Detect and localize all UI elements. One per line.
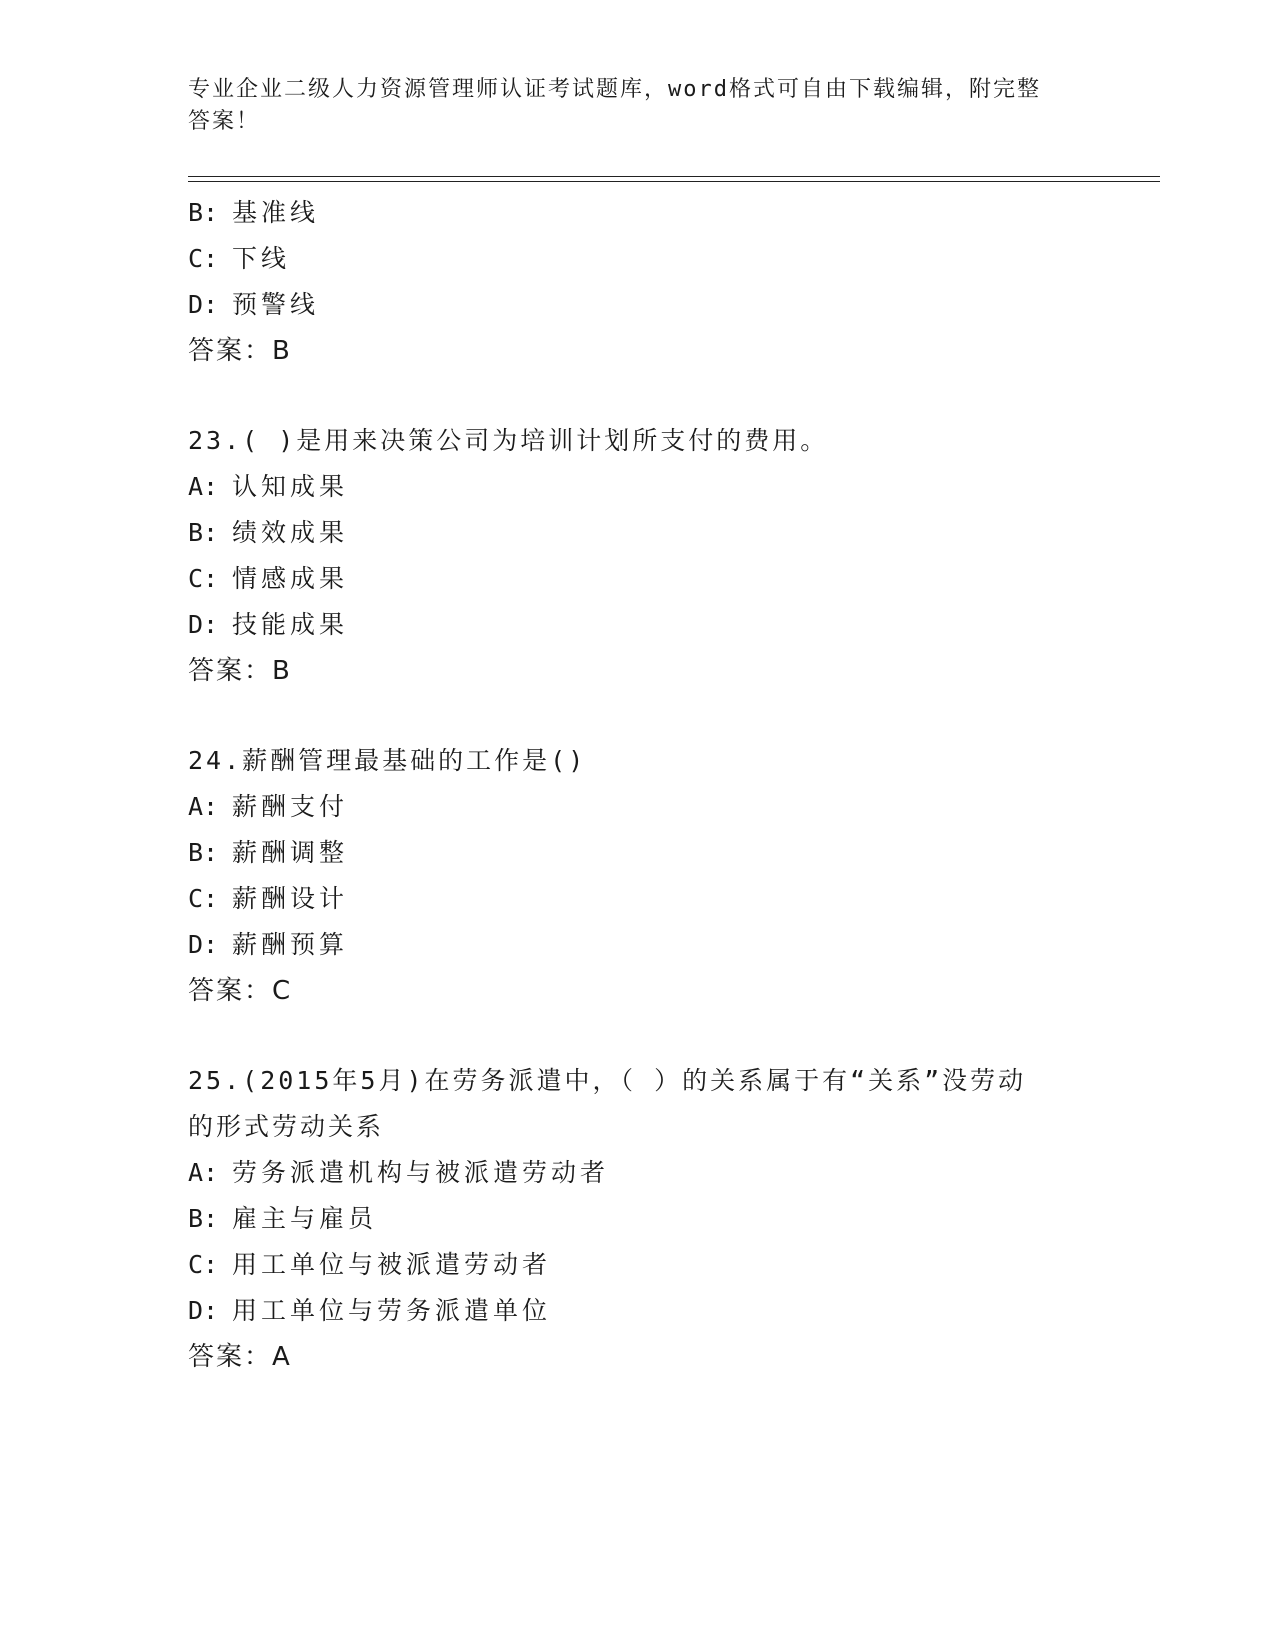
option-d	[188, 1288, 1088, 1334]
option-a	[188, 464, 1088, 510]
option-key: B:	[188, 838, 219, 867]
option-d	[188, 282, 1088, 328]
question-stem: 25.(2015年5月)在劳务派遣中，（ ）的关系属于有“关系”没劳动	[188, 1066, 1027, 1095]
question-block-23	[188, 418, 1088, 694]
option-text: 劳务派遣机构与被派遣劳动者	[232, 1158, 610, 1187]
option-c	[188, 876, 1088, 922]
option-text: 绩效成果	[232, 518, 349, 547]
option-text: 预警线	[232, 290, 320, 319]
answer-line: 答案：C	[188, 976, 293, 1006]
option-text: 用工单位与劳务派遣单位	[232, 1296, 552, 1325]
option-key: D:	[188, 290, 219, 319]
spacer	[188, 374, 1088, 418]
question-stem-continued: 的形式劳动关系	[188, 1112, 385, 1141]
question-block-continued	[188, 190, 1088, 374]
option-c	[188, 236, 1088, 282]
option-key: C:	[188, 244, 219, 273]
spacer	[188, 1014, 1088, 1058]
option-key: D:	[188, 610, 219, 639]
answer-line: 答案：B	[188, 656, 292, 686]
option-key: C:	[188, 884, 219, 913]
option-text: 认知成果	[232, 472, 349, 501]
option-text: 雇主与雇员	[232, 1204, 378, 1233]
question-block-24	[188, 738, 1088, 1014]
option-text: 薪酬支付	[232, 792, 349, 821]
header-divider-bottom	[188, 181, 1160, 182]
option-key: A:	[188, 792, 219, 821]
option-text: 技能成果	[232, 610, 349, 639]
question-block-25	[188, 1058, 1088, 1380]
option-key: C:	[188, 564, 219, 593]
option-key: A:	[188, 472, 219, 501]
option-a	[188, 1150, 1088, 1196]
document-header	[188, 74, 1068, 138]
option-key: B:	[188, 1204, 219, 1233]
option-key: C:	[188, 1250, 219, 1279]
option-key: B:	[188, 518, 219, 547]
header-line-1: 专业企业二级人力资源管理师认证考试题库，word格式可自由下载编辑，附完整	[188, 77, 1041, 102]
option-text: 薪酬调整	[232, 838, 349, 867]
option-c	[188, 556, 1088, 602]
option-text: 基准线	[232, 198, 320, 227]
answer-line: 答案：A	[188, 1342, 292, 1372]
option-key: D:	[188, 930, 219, 959]
option-a	[188, 784, 1088, 830]
option-b	[188, 1196, 1088, 1242]
question-stem: 24.薪酬管理最基础的工作是()	[188, 746, 587, 775]
option-text: 薪酬设计	[232, 884, 349, 913]
option-text: 下线	[232, 244, 291, 273]
option-d	[188, 602, 1088, 648]
option-b	[188, 510, 1088, 556]
option-text: 用工单位与被派遣劳动者	[232, 1250, 552, 1279]
option-b	[188, 830, 1088, 876]
option-text: 薪酬预算	[232, 930, 349, 959]
question-list	[188, 190, 1088, 1380]
header-line-2: 答案！	[188, 109, 261, 134]
question-stem: 23.( )是用来决策公司为培训计划所支付的费用。	[188, 426, 829, 455]
option-text: 情感成果	[232, 564, 349, 593]
spacer	[188, 694, 1088, 738]
answer-line: 答案：B	[188, 336, 292, 366]
option-key: B:	[188, 198, 219, 227]
option-d	[188, 922, 1088, 968]
header-divider-top	[188, 176, 1160, 177]
option-c	[188, 1242, 1088, 1288]
option-b	[188, 190, 1088, 236]
option-key: A:	[188, 1158, 219, 1187]
option-key: D:	[188, 1296, 219, 1325]
